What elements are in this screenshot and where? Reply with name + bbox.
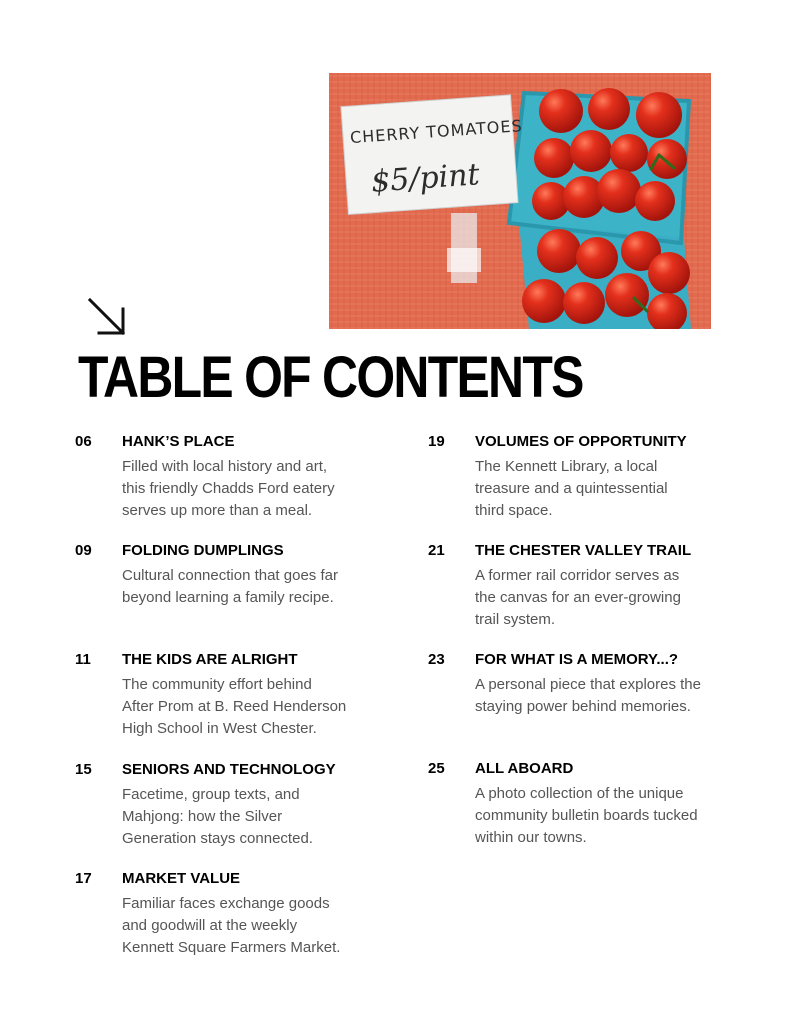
- desc-line: this friendly Chadds Ford eatery: [122, 480, 335, 497]
- desc-line: Facetime, group texts, and: [122, 786, 300, 803]
- desc-line: After Prom at B. Reed Henderson: [122, 698, 347, 715]
- desc-line: The community effort behind: [122, 676, 312, 693]
- page-number: 19: [428, 433, 445, 450]
- desc-line: Cultural connection that goes far: [122, 567, 338, 584]
- entry-description: [122, 565, 372, 609]
- page-number: 15: [75, 761, 92, 778]
- entry-title: ALL ABOARD: [475, 760, 574, 777]
- entry-title: FOLDING DUMPLINGS: [122, 542, 284, 559]
- desc-line: within our towns.: [475, 829, 587, 846]
- desc-line: Generation stays connected.: [122, 830, 313, 847]
- entry-description: [122, 893, 372, 959]
- arrow-down-right-icon: [86, 296, 128, 338]
- entry-description: [475, 674, 725, 718]
- page-number: 06: [75, 433, 92, 450]
- entry-description: [122, 456, 372, 522]
- desc-line: community bulletin boards tucked: [475, 807, 698, 824]
- entry-title: MARKET VALUE: [122, 870, 241, 887]
- page-title: TABLE OF CONTENTS: [78, 345, 583, 410]
- page-number: 23: [428, 651, 445, 668]
- entry-description: [122, 674, 372, 740]
- desc-line: Mahjong: how the Silver: [122, 808, 283, 825]
- entry-description: [475, 565, 725, 631]
- entry-title: THE CHESTER VALLEY TRAIL: [475, 542, 692, 559]
- desc-line: beyond learning a family recipe.: [122, 589, 334, 606]
- page-number: 21: [428, 542, 445, 559]
- entry-title: FOR WHAT IS A MEMORY...?: [475, 651, 679, 668]
- market-photo: [329, 73, 711, 329]
- entry-description: [475, 783, 725, 849]
- desc-line: A personal piece that explores the: [475, 676, 701, 693]
- cherry-tomatoes-photo: [329, 73, 711, 329]
- desc-line: the canvas for an ever-growing: [475, 589, 681, 606]
- desc-line: Kennett Square Farmers Market.: [122, 939, 341, 956]
- desc-line: treasure and a quintessential: [475, 480, 668, 497]
- entry-description: [475, 456, 725, 522]
- desc-line: Familiar faces exchange goods: [122, 895, 330, 912]
- page-number: 09: [75, 542, 92, 559]
- sign-text-1: CHERRY TOMATOES: [349, 116, 524, 148]
- entry-title: SENIORS AND TECHNOLOGY: [122, 761, 336, 778]
- desc-line: High School in West Chester.: [122, 720, 317, 737]
- entry-title: HANK’S PLACE: [122, 433, 235, 450]
- desc-line: third space.: [475, 502, 553, 519]
- desc-line: staying power behind memories.: [475, 698, 691, 715]
- sign-text-2: $5/pint: [370, 157, 481, 200]
- entry-title: THE KIDS ARE ALRIGHT: [122, 651, 298, 668]
- page-number: 17: [75, 870, 92, 887]
- desc-line: serves up more than a meal.: [122, 502, 313, 519]
- entry-title: VOLUMES OF OPPORTUNITY: [475, 433, 687, 450]
- desc-line: trail system.: [475, 611, 556, 628]
- page-number: 25: [428, 760, 445, 777]
- desc-line: The Kennett Library, a local: [475, 458, 658, 475]
- desc-line: A former rail corridor serves as: [475, 567, 680, 584]
- desc-line: A photo collection of the unique: [475, 785, 684, 802]
- page-number: 11: [75, 651, 91, 668]
- entry-description: [122, 784, 372, 850]
- desc-line: and goodwill at the weekly: [122, 917, 298, 934]
- desc-line: Filled with local history and art,: [122, 458, 328, 475]
